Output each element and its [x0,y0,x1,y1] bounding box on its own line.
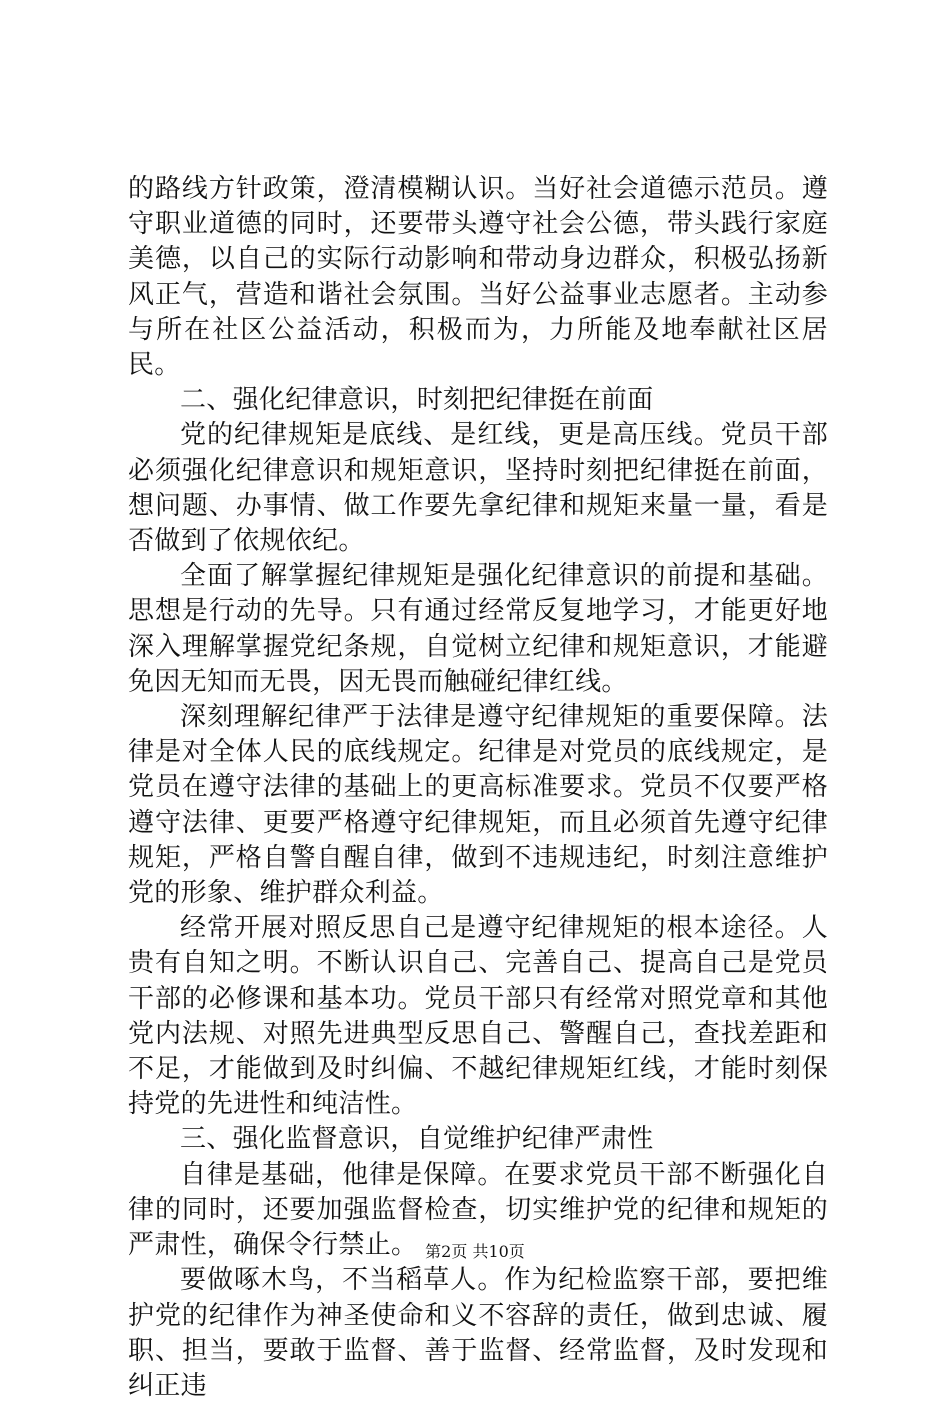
paragraph: 全面了解掌握纪律规矩是强化纪律意识的前提和基础。思想是行动的先导。只有通过经常反复地学习，才能更好地深入理解掌握党纪条规，自觉树立纪律和规矩意识，才能避免因无知而无畏，因无畏而触碰纪律红线。 [128,561,828,697]
section-heading-3: 三、强化监督意识，自觉维护纪律严肃性 [180,1124,654,1155]
paragraph-continuation: 的路线方针政策，澄清模糊认识。当好社会道德示范员。遵守职业道德的同时，还要带头遵守社会公德，带头践行家庭美德，以自己的实际行动影响和带动身边群众，积极弘扬新风正气，营造和谐社会氛围。当好公益事业志愿者。主动参与所在社区公益活动，积极而为，力所能及地奉献社区居民。 [128,174,828,381]
paragraph: 自律是基础，他律是保障。在要求党员干部不断强化自律的同时，还要加强监督检查，切实维护党的纪律和规矩的严肃性，确保令行禁止。 [128,1159,828,1261]
paragraph: 经常开展对照反思自己是遵守纪律规矩的根本途径。人贵有自知之明。不断认识自己、完善自己、提高自己是党员干部的必修课和基本功。党员干部只有经常对照党章和其他党内法规、对照先进典型反思自己、警醒自己，查找差距和不足，才能做到及时纠偏、不越纪律规矩红线，才能时刻保持党的先进性和纯洁性。 [128,913,828,1120]
section-heading-2: 二、强化纪律意识，时刻把纪律挺在前面 [180,385,654,416]
paragraph: 党的纪律规矩是底线、是红线，更是高压线。党员干部必须强化纪律意识和规矩意识，坚持时刻把纪律挺在前面，想问题、办事情、做工作要先拿纪律和规矩来量一量，看是否做到了依规依纪。 [128,420,828,557]
paragraph: 深刻理解纪律严于法律是遵守纪律规矩的重要保障。法律是对全体人民的底线规定。纪律是对党员的底线规定，是党员在遵守法律的基础上的更高标准要求。党员不仅要严格遵守法律、更要严格遵守纪律规矩，而且必须首先遵守纪律规矩，严格自警自醒自律，做到不违规违纪，时刻注意维护党的形象、维护群众利益。 [128,702,828,909]
page-footer [0,1242,950,1262]
document-body [128,172,828,1404]
paragraph: 要做啄木鸟，不当稻草人。作为纪检监察干部，要把维护党的纪律作为神圣使命和义不容辞的责任，做到忠诚、履职、担当，要敢于监督、善于监督、经常监督，及时发现和纠正违 [128,1265,828,1401]
page-number-label: 第2页 共10页 [425,1242,525,1261]
